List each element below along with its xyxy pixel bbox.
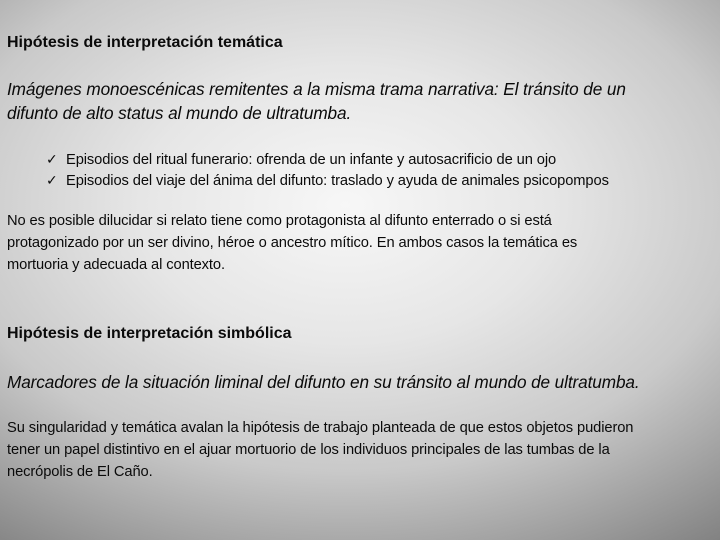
thematic-lead-line-2: difunto de alto status al mundo de ultratumba. <box>7 103 352 123</box>
symbolic-heading: Hipótesis de interpretación simbólica <box>7 325 292 342</box>
bullet-item <box>46 150 609 171</box>
bullet-text: Episodios del viaje del ánima del difunto: traslado y ayuda de animales psicopompos <box>66 173 609 189</box>
thematic-bullet-list <box>46 150 609 192</box>
check-icon: ✓ <box>46 173 58 189</box>
thematic-paragraph-line-3: mortuoria y adecuada al contexto. <box>7 257 225 273</box>
thematic-lead-line-1: Imágenes monoescénicas remitentes a la misma trama narrativa: El tránsito de un <box>7 79 626 99</box>
check-icon: ✓ <box>46 152 58 168</box>
symbolic-paragraph-line-2: tener un papel distintivo en el ajuar mortuorio de los individuos principales de las tumbas de la <box>7 442 610 458</box>
symbolic-lead: Marcadores de la situación liminal del difunto en su tránsito al mundo de ultratumba. <box>7 372 640 392</box>
symbolic-paragraph-line-3: necrópolis de El Caño. <box>7 464 153 480</box>
symbolic-paragraph-line-1: Su singularidad y temática avalan la hipótesis de trabajo planteada de que estos objetos pudieron <box>7 420 634 436</box>
thematic-heading: Hipótesis de interpretación temática <box>7 34 283 51</box>
bullet-item <box>46 171 609 192</box>
thematic-paragraph-line-2: protagonizado por un ser divino, héroe o ancestro mítico. En ambos casos la temática es <box>7 235 578 251</box>
thematic-paragraph-line-1: No es posible dilucidar si relato tiene como protagonista al difunto enterrado o si está <box>7 213 552 229</box>
bullet-text: Episodios del ritual funerario: ofrenda de un infante y autosacrificio de un ojo <box>66 152 557 168</box>
